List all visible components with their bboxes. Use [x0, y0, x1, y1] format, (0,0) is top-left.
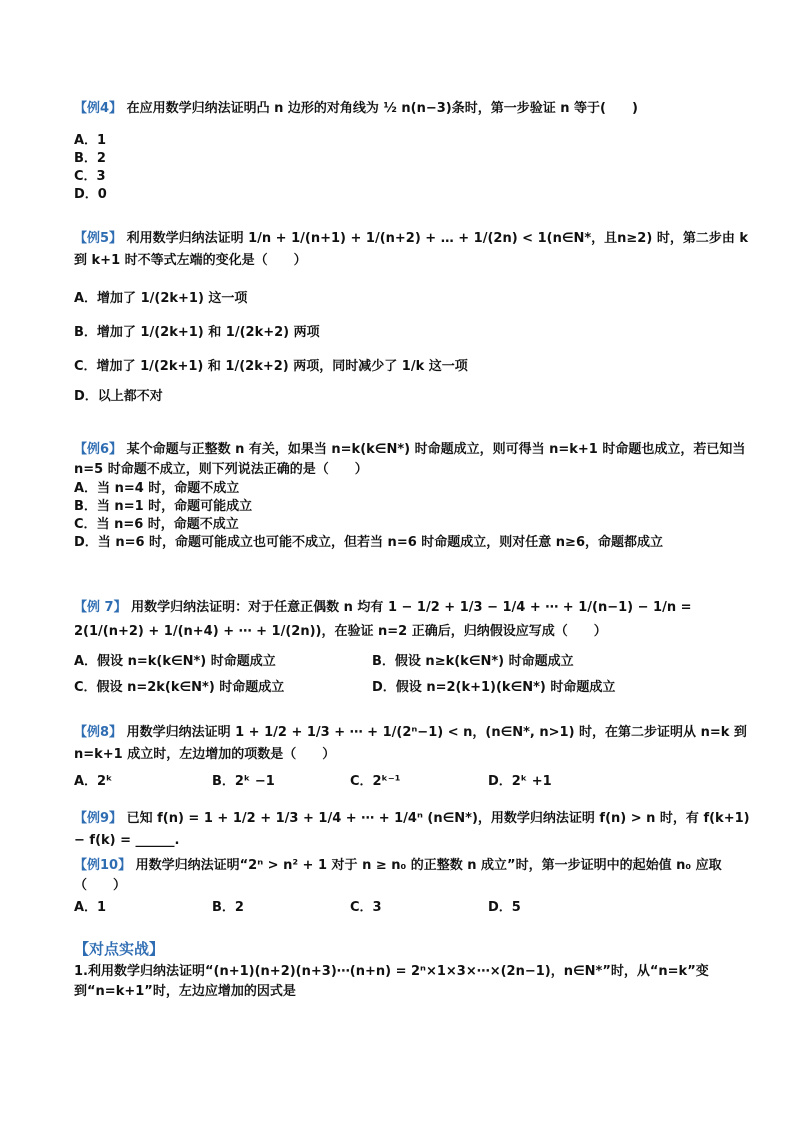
example-8-text: 用数学归纳法证明 1 + 1/2 + 1/3 + ⋯ + 1/(2ⁿ−1) < n，(n∈N*, n>1) 时，在第二步证明从 n=k 到 n=k+1 成立时，左边增加的项数是（ ） [74, 725, 747, 762]
example-8-question [74, 722, 754, 766]
example-9-tag: 【例9】 [74, 811, 123, 826]
example-10-option-a: A．1 [74, 900, 107, 915]
example-9 [74, 808, 754, 852]
example-8-option-d: D．2ᵏ +1 [488, 774, 552, 789]
example-10-options-row [74, 896, 754, 916]
example-7-option-d: D．假设 n=2(k+1)(k∈N*) 时命题成立 [372, 680, 616, 695]
example-6-option-a: A．当 n=4 时，命题不成立 [74, 481, 240, 496]
example-4 [74, 100, 754, 204]
example-5-tag: 【例5】 [74, 231, 123, 246]
example-5-option-a: A．增加了 1/(2k+1) 这一项 [74, 291, 248, 306]
example-6-tag: 【例6】 [74, 442, 123, 457]
example-7-option-a: A．假设 n=k(k∈N*) 时命题成立 [74, 654, 276, 669]
example-8-options-row [74, 770, 754, 790]
example-4-tag: 【例4】 [74, 101, 123, 116]
example-10-option-d: D．5 [488, 900, 521, 915]
example-6-option-c: C．当 n=6 时，命题不成立 [74, 517, 239, 532]
example-5 [74, 228, 754, 410]
example-10-option-c: C．3 [350, 900, 382, 915]
example-4-option-c: C．3 [74, 169, 106, 184]
example-7-option-c: C．假设 n=2k(k∈N*) 时命题成立 [74, 680, 285, 695]
example-5-option-c: C．增加了 1/(2k+1) 和 1/(2k+2) 两项，同时减少了 1/k 这一项 [74, 359, 468, 374]
example-10-text: 用数学归纳法证明“2ⁿ > n² + 1 对于 n ≥ n₀ 的正整数 n 成立”时，第一步证明中的起始值 n₀ 应取（ ） [74, 858, 722, 893]
example-7-options-row-1 [74, 650, 754, 670]
example-8-option-c: C．2ᵏ⁻¹ [350, 774, 401, 789]
practice-1 [74, 962, 754, 1002]
example-10 [74, 856, 754, 896]
example-4-option-b: B．2 [74, 151, 106, 166]
example-9-question [74, 808, 754, 852]
example-5-option-d: D．以上都不对 [74, 389, 163, 404]
example-6-option-b: B．当 n=1 时，命题可能成立 [74, 499, 253, 514]
example-4-option-d: D．0 [74, 187, 107, 202]
example-7-text: 用数学归纳法证明：对于任意正偶数 n 均有 1 − 1/2 + 1/3 − 1/4 + ⋯ + 1/(n−1) − 1/n = 2(1/(n+2) + 1/(n+4) + ⋯ + 1/(2n))，在验证 n=2 正确后，归纳假设应写成（ ） [74, 600, 692, 639]
example-7 [74, 596, 754, 644]
example-8-option-b: B．2ᵏ −1 [212, 774, 275, 789]
example-6-text: 某个命题与正整数 n 有关，如果当 n=k(k∈N*) 时命题成立，则可得当 n=k+1 时命题也成立，若已知当 n=5 时命题不成立，则下列说法正确的是（ ） [74, 442, 746, 477]
example-5-option-b: B．增加了 1/(2k+1) 和 1/(2k+2) 两项 [74, 325, 320, 340]
example-5-question [74, 228, 754, 272]
example-8-tag: 【例8】 [74, 725, 123, 740]
example-7-options-row-2 [74, 676, 754, 696]
example-6 [74, 440, 754, 552]
example-7-option-b: B．假设 n≥k(k∈N*) 时命题成立 [372, 654, 574, 669]
example-10-option-b: B．2 [212, 900, 244, 915]
example-7-tag: 【例 7】 [74, 600, 127, 615]
example-6-option-d: D．当 n=6 时，命题可能成立也可能不成立，但若当 n=6 时命题成立，则对任意 n≥6，命题都成立 [74, 535, 663, 550]
example-4-question [74, 100, 754, 118]
example-4-option-a: A．1 [74, 133, 107, 148]
example-7-question [74, 596, 754, 644]
example-8 [74, 722, 754, 766]
example-9-text: 已知 f(n) = 1 + 1/2 + 1/3 + 1/4 + ⋯ + 1/4ⁿ (n∈N*)，用数学归纳法证明 f(n) > n 时，有 f(k+1) − f(k) = ______. [74, 811, 750, 848]
practice-1-text: 1.利用数学归纳法证明“(n+1)(n+2)(n+3)⋯(n+n) = 2ⁿ×1×3×⋯×(2n−1)，n∈N*”时，从“n=k”变到“n=k+1”时，左边应增加的因式是 [74, 964, 709, 999]
example-4-text: 在应用数学归纳法证明凸 n 边形的对角线为 ½ n(n−3)条时，第一步验证 n 等于( ) [126, 101, 638, 116]
section-title: 【对点实战】 [74, 940, 165, 958]
example-8-option-a: A．2ᵏ [74, 774, 113, 789]
example-10-question [74, 856, 754, 896]
example-6-question [74, 440, 754, 480]
example-5-text: 利用数学归纳法证明 1/n + 1/(n+1) + 1/(n+2) + … + 1/(2n) < 1(n∈N*，且n≥2) 时，第二步由 k 到 k+1 时不等式左端的变化是（ ） [74, 231, 748, 268]
example-10-tag: 【例10】 [74, 858, 132, 873]
